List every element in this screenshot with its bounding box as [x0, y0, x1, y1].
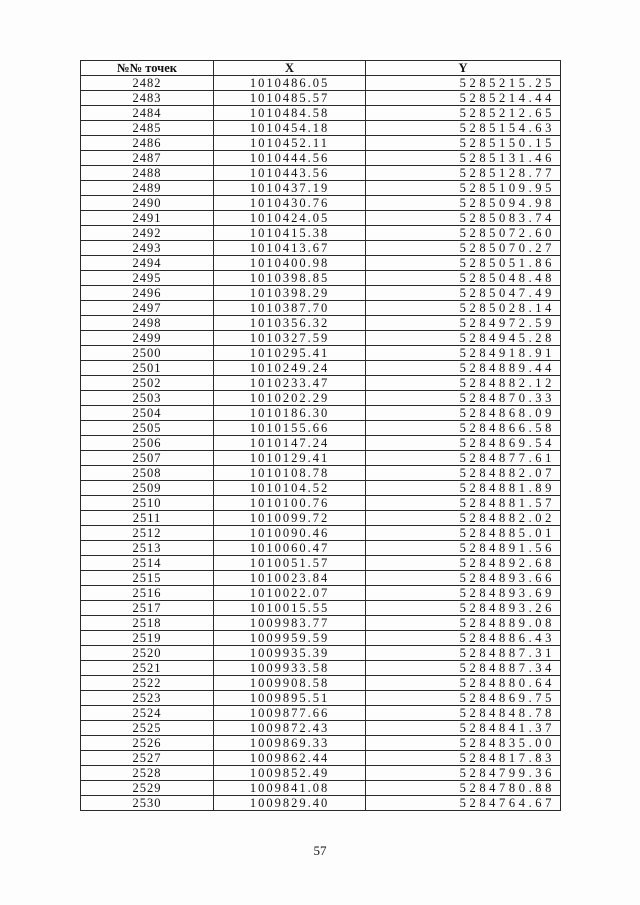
- y-coordinate-cell: 5285083.74: [366, 211, 561, 226]
- table-row: [81, 511, 561, 526]
- point-number-cell: 2497: [81, 301, 214, 316]
- x-coordinate-cell: 1010023.84: [214, 571, 366, 586]
- point-number-cell: 2499: [81, 331, 214, 346]
- table-row: [81, 196, 561, 211]
- y-coordinate-cell: 5284886.43: [366, 631, 561, 646]
- point-number-cell: 2519: [81, 631, 214, 646]
- x-coordinate-cell: 1010202.29: [214, 391, 366, 406]
- point-number-cell: 2509: [81, 481, 214, 496]
- x-coordinate-cell: 1010437.19: [214, 181, 366, 196]
- point-number-cell: 2508: [81, 466, 214, 481]
- point-number-cell: 2524: [81, 706, 214, 721]
- table-header: [81, 61, 561, 76]
- x-coordinate-cell: 1009983.77: [214, 616, 366, 631]
- point-number-cell: 2505: [81, 421, 214, 436]
- table-row: [81, 121, 561, 136]
- point-number-cell: 2492: [81, 226, 214, 241]
- x-coordinate-cell: 1010415.38: [214, 226, 366, 241]
- y-coordinate-cell: 5284817.83: [366, 751, 561, 766]
- x-coordinate-cell: 1009829.40: [214, 796, 366, 811]
- point-number-cell: 2526: [81, 736, 214, 751]
- y-coordinate-cell: 5284882.07: [366, 466, 561, 481]
- x-coordinate-cell: 1010327.59: [214, 331, 366, 346]
- table-row: [81, 376, 561, 391]
- table-row: [81, 781, 561, 796]
- table-row: [81, 181, 561, 196]
- point-number-cell: 2487: [81, 151, 214, 166]
- table-row: [81, 601, 561, 616]
- x-coordinate-cell: 1010051.57: [214, 556, 366, 571]
- y-coordinate-cell: 5284869.54: [366, 436, 561, 451]
- point-number-cell: 2511: [81, 511, 214, 526]
- point-number-cell: 2514: [81, 556, 214, 571]
- y-coordinate-cell: 5285028.14: [366, 301, 561, 316]
- coordinates-table: [80, 60, 561, 811]
- x-coordinate-cell: 1009852.49: [214, 766, 366, 781]
- table-row: [81, 586, 561, 601]
- header-x: X: [214, 61, 366, 76]
- x-coordinate-cell: 1010400.98: [214, 256, 366, 271]
- point-number-cell: 2521: [81, 661, 214, 676]
- table-row: [81, 211, 561, 226]
- table-row: [81, 631, 561, 646]
- y-coordinate-cell: 5284870.33: [366, 391, 561, 406]
- point-number-cell: 2513: [81, 541, 214, 556]
- point-number-cell: 2493: [81, 241, 214, 256]
- x-coordinate-cell: 1010147.24: [214, 436, 366, 451]
- table-body: [81, 76, 561, 811]
- y-coordinate-cell: 5284835.00: [366, 736, 561, 751]
- x-coordinate-cell: 1010413.67: [214, 241, 366, 256]
- x-coordinate-cell: 1010484.58: [214, 106, 366, 121]
- y-coordinate-cell: 5284893.26: [366, 601, 561, 616]
- point-number-cell: 2516: [81, 586, 214, 601]
- point-number-cell: 2504: [81, 406, 214, 421]
- y-coordinate-cell: 5284868.09: [366, 406, 561, 421]
- x-coordinate-cell: 1009908.58: [214, 676, 366, 691]
- x-coordinate-cell: 1009869.33: [214, 736, 366, 751]
- y-coordinate-cell: 5285047.49: [366, 286, 561, 301]
- table-row: [81, 76, 561, 91]
- point-number-cell: 2512: [81, 526, 214, 541]
- x-coordinate-cell: 1010443.56: [214, 166, 366, 181]
- y-coordinate-cell: 5285070.27: [366, 241, 561, 256]
- table-row: [81, 766, 561, 781]
- x-coordinate-cell: 1009959.59: [214, 631, 366, 646]
- point-number-cell: 2484: [81, 106, 214, 121]
- point-number-cell: 2529: [81, 781, 214, 796]
- y-coordinate-cell: 5285131.46: [366, 151, 561, 166]
- table-row: [81, 661, 561, 676]
- y-coordinate-cell: 5285072.60: [366, 226, 561, 241]
- x-coordinate-cell: 1010060.47: [214, 541, 366, 556]
- table-row: [81, 406, 561, 421]
- y-coordinate-cell: 5284877.61: [366, 451, 561, 466]
- table-row: [81, 616, 561, 631]
- table-row: [81, 301, 561, 316]
- x-coordinate-cell: 1010104.52: [214, 481, 366, 496]
- table-row: [81, 391, 561, 406]
- y-coordinate-cell: 5284869.75: [366, 691, 561, 706]
- point-number-cell: 2530: [81, 796, 214, 811]
- table-row: [81, 526, 561, 541]
- point-number-cell: 2485: [81, 121, 214, 136]
- y-coordinate-cell: 5284889.08: [366, 616, 561, 631]
- table-row: [81, 106, 561, 121]
- x-coordinate-cell: 1009895.51: [214, 691, 366, 706]
- table-row: [81, 436, 561, 451]
- y-coordinate-cell: 5284764.67: [366, 796, 561, 811]
- y-coordinate-cell: 5284882.02: [366, 511, 561, 526]
- table-row: [81, 556, 561, 571]
- table-row: [81, 346, 561, 361]
- y-coordinate-cell: 5284866.58: [366, 421, 561, 436]
- table-row: [81, 676, 561, 691]
- x-coordinate-cell: 1010485.57: [214, 91, 366, 106]
- header-point-number: №№ точек: [81, 61, 214, 76]
- y-coordinate-cell: 5284882.12: [366, 376, 561, 391]
- x-coordinate-cell: 1010486.05: [214, 76, 366, 91]
- y-coordinate-cell: 5285212.65: [366, 106, 561, 121]
- point-number-cell: 2500: [81, 346, 214, 361]
- x-coordinate-cell: 1010022.07: [214, 586, 366, 601]
- y-coordinate-cell: 5284972.59: [366, 316, 561, 331]
- x-coordinate-cell: 1010430.76: [214, 196, 366, 211]
- y-coordinate-cell: 5284893.66: [366, 571, 561, 586]
- table-row: [81, 466, 561, 481]
- x-coordinate-cell: 1009933.58: [214, 661, 366, 676]
- point-number-cell: 2527: [81, 751, 214, 766]
- point-number-cell: 2525: [81, 721, 214, 736]
- point-number-cell: 2488: [81, 166, 214, 181]
- table-row: [81, 451, 561, 466]
- table-row: [81, 706, 561, 721]
- point-number-cell: 2495: [81, 271, 214, 286]
- x-coordinate-cell: 1010444.56: [214, 151, 366, 166]
- y-coordinate-cell: 5284881.57: [366, 496, 561, 511]
- table-row: [81, 241, 561, 256]
- x-coordinate-cell: 1009862.44: [214, 751, 366, 766]
- point-number-cell: 2517: [81, 601, 214, 616]
- x-coordinate-cell: 1010424.05: [214, 211, 366, 226]
- table-row: [81, 736, 561, 751]
- table-row: [81, 226, 561, 241]
- point-number-cell: 2503: [81, 391, 214, 406]
- x-coordinate-cell: 1010186.30: [214, 406, 366, 421]
- y-coordinate-cell: 5285109.95: [366, 181, 561, 196]
- table-row: [81, 421, 561, 436]
- x-coordinate-cell: 1009841.08: [214, 781, 366, 796]
- x-coordinate-cell: 1010108.78: [214, 466, 366, 481]
- point-number-cell: 2501: [81, 361, 214, 376]
- x-coordinate-cell: 1010387.70: [214, 301, 366, 316]
- x-coordinate-cell: 1009877.66: [214, 706, 366, 721]
- y-coordinate-cell: 5284892.68: [366, 556, 561, 571]
- table-row: [81, 751, 561, 766]
- point-number-cell: 2522: [81, 676, 214, 691]
- x-coordinate-cell: 1010398.85: [214, 271, 366, 286]
- y-coordinate-cell: 5284880.64: [366, 676, 561, 691]
- y-coordinate-cell: 5285051.86: [366, 256, 561, 271]
- y-coordinate-cell: 5284885.01: [366, 526, 561, 541]
- point-number-cell: 2518: [81, 616, 214, 631]
- x-coordinate-cell: 1010356.32: [214, 316, 366, 331]
- table-row: [81, 721, 561, 736]
- y-coordinate-cell: 5285215.25: [366, 76, 561, 91]
- table-row: [81, 796, 561, 811]
- point-number-cell: 2491: [81, 211, 214, 226]
- table-row: [81, 316, 561, 331]
- y-coordinate-cell: 5285214.44: [366, 91, 561, 106]
- point-number-cell: 2510: [81, 496, 214, 511]
- x-coordinate-cell: 1010249.24: [214, 361, 366, 376]
- y-coordinate-cell: 5285128.77: [366, 166, 561, 181]
- table-row: [81, 91, 561, 106]
- point-number-cell: 2520: [81, 646, 214, 661]
- x-coordinate-cell: 1010090.46: [214, 526, 366, 541]
- point-number-cell: 2496: [81, 286, 214, 301]
- point-number-cell: 2502: [81, 376, 214, 391]
- x-coordinate-cell: 1010129.41: [214, 451, 366, 466]
- table-row: [81, 541, 561, 556]
- point-number-cell: 2483: [81, 91, 214, 106]
- table-row: [81, 646, 561, 661]
- y-coordinate-cell: 5284887.31: [366, 646, 561, 661]
- point-number-cell: 2506: [81, 436, 214, 451]
- point-number-cell: 2486: [81, 136, 214, 151]
- x-coordinate-cell: 1010398.29: [214, 286, 366, 301]
- y-coordinate-cell: 5284887.34: [366, 661, 561, 676]
- table-row: [81, 256, 561, 271]
- y-coordinate-cell: 5284891.56: [366, 541, 561, 556]
- y-coordinate-cell: 5285154.63: [366, 121, 561, 136]
- y-coordinate-cell: 5284841.37: [366, 721, 561, 736]
- point-number-cell: 2507: [81, 451, 214, 466]
- x-coordinate-cell: 1010155.66: [214, 421, 366, 436]
- y-coordinate-cell: 5284848.78: [366, 706, 561, 721]
- y-coordinate-cell: 5284889.44: [366, 361, 561, 376]
- table-row: [81, 286, 561, 301]
- table-row: [81, 136, 561, 151]
- point-number-cell: 2528: [81, 766, 214, 781]
- y-coordinate-cell: 5284945.28: [366, 331, 561, 346]
- y-coordinate-cell: 5284918.91: [366, 346, 561, 361]
- table-row: [81, 331, 561, 346]
- x-coordinate-cell: 1010454.18: [214, 121, 366, 136]
- y-coordinate-cell: 5285150.15: [366, 136, 561, 151]
- y-coordinate-cell: 5284881.89: [366, 481, 561, 496]
- point-number-cell: 2482: [81, 76, 214, 91]
- header-row: [81, 61, 561, 76]
- y-coordinate-cell: 5285094.98: [366, 196, 561, 211]
- table-row: [81, 691, 561, 706]
- table-row: [81, 271, 561, 286]
- y-coordinate-cell: 5285048.48: [366, 271, 561, 286]
- header-y: Y: [366, 61, 561, 76]
- point-number-cell: 2498: [81, 316, 214, 331]
- table-row: [81, 151, 561, 166]
- x-coordinate-cell: 1009872.43: [214, 721, 366, 736]
- table-row: [81, 361, 561, 376]
- x-coordinate-cell: 1010452.11: [214, 136, 366, 151]
- table-row: [81, 166, 561, 181]
- x-coordinate-cell: 1010233.47: [214, 376, 366, 391]
- table-row: [81, 571, 561, 586]
- y-coordinate-cell: 5284799.36: [366, 766, 561, 781]
- x-coordinate-cell: 1010100.76: [214, 496, 366, 511]
- y-coordinate-cell: 5284893.69: [366, 586, 561, 601]
- table-row: [81, 481, 561, 496]
- x-coordinate-cell: 1010015.55: [214, 601, 366, 616]
- x-coordinate-cell: 1010295.41: [214, 346, 366, 361]
- table-row: [81, 496, 561, 511]
- point-number-cell: 2490: [81, 196, 214, 211]
- x-coordinate-cell: 1009935.39: [214, 646, 366, 661]
- point-number-cell: 2489: [81, 181, 214, 196]
- point-number-cell: 2523: [81, 691, 214, 706]
- point-number-cell: 2494: [81, 256, 214, 271]
- page-number: 57: [313, 843, 327, 858]
- point-number-cell: 2515: [81, 571, 214, 586]
- y-coordinate-cell: 5284780.88: [366, 781, 561, 796]
- x-coordinate-cell: 1010099.72: [214, 511, 366, 526]
